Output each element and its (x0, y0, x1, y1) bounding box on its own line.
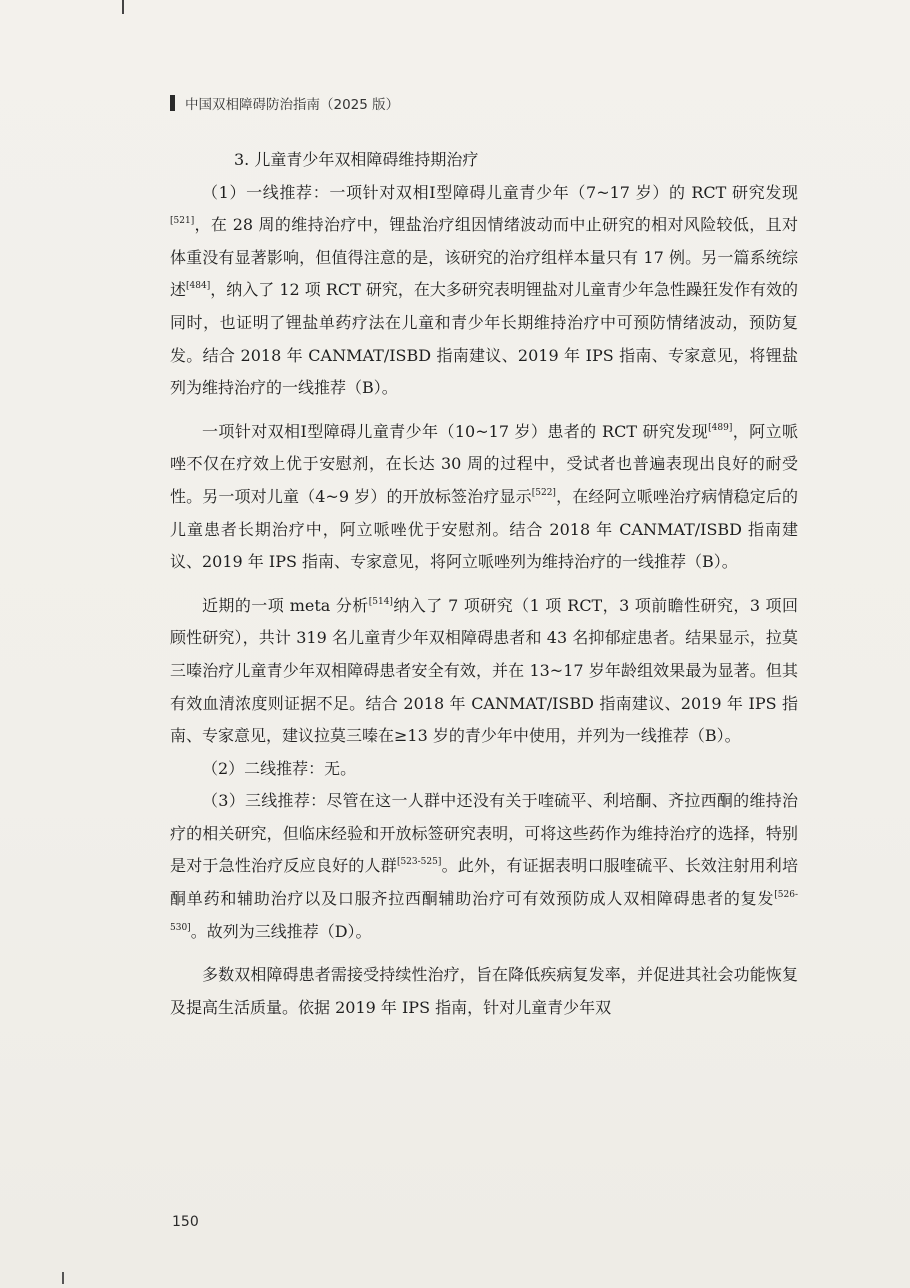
citation: [489] (708, 422, 733, 433)
citation: [522] (531, 487, 556, 498)
paragraph-aripiprazole: 一项针对双相Ⅰ型障碍儿童青少年（10~17 岁）患者的 RCT 研究发现[489]，阿立哌唑不仅在疗效上优于安慰剂，在长达 30 周的过程中，受试者也普遍表现出良好的耐受性。另一项对儿童（4~9 岁）的开放标签治疗显示[522]，在经阿立哌唑治疗病情稳定后的儿童患者长期治疗中，阿立哌唑优于安慰剂。结合 2018 年 CANMAT/ISBD 指南建议、2019 年 IPS 指南、专家意见，将阿立哌唑列为维持治疗的一线推荐（B）。 (170, 421, 798, 572)
citation: [514] (368, 596, 393, 607)
citation: [521] (170, 216, 195, 227)
header-bar-icon (170, 95, 175, 111)
scan-edge-mark (122, 0, 124, 14)
scan-edge-mark-bottom (62, 1272, 64, 1284)
running-header (170, 92, 399, 114)
citation: [523-525] (396, 857, 442, 868)
running-title: 中国双相障碍防治指南（2025 版） (185, 97, 400, 113)
citation: [526-530] (170, 890, 798, 933)
paragraph-maintenance: 多数双相障碍患者需接受持续性治疗，旨在降低疾病复发率，并促进其社会功能恢复及提高生活质量。依据 2019 年 IPS 指南，针对儿童青少年双 (170, 965, 798, 1017)
citation: [484] (186, 281, 211, 292)
body-text (170, 144, 798, 1024)
paragraph-lithium: （1）一线推荐：一项针对双相Ⅰ型障碍儿童青少年（7~17 岁）的 RCT 研究发现[521]，在 28 周的维持治疗中，锂盐治疗组因情绪波动而中止研究的相对风险较低，且对体重没有显著影响，但值得注意的是，该研究的治疗组样本量只有 17 例。另一篇系统综述[484]，纳入了 12 项 RCT 研究，在大多研究表明锂盐对儿童青少年急性躁狂发作有效的同时，也证明了锂盐单药疗法在儿童和青少年长期维持治疗中可预防情绪波动，预防复发。结合 2018 年 CANMAT/ISBD 指南建议、2019 年 IPS 指南、专家意见，将锂盐列为维持治疗的一线推荐（B）。 (170, 182, 798, 398)
page-number: 150 (172, 1214, 199, 1230)
paragraph-second-line: （2）二线推荐：无。 (202, 758, 357, 778)
paragraph-third-line: （3）三线推荐：尽管在这一人群中还没有关于喹硫平、利培酮、齐拉西酮的维持治疗的相关研究，但临床经验和开放标签研究表明，可将这些药作为维持治疗的选择，特别是对于急性治疗反应良好的人群[523-525]。此外，有证据表明口服喹硫平、长效注射用利培酮单药和辅助治疗以及口服齐拉西酮辅助治疗可有效预防成人双相障碍患者的复发[526-530]。故列为三线推荐（D）。 (170, 791, 798, 941)
paragraph-lamotrigine: 近期的一项 meta 分析[514]纳入了 7 项研究（1 项 RCT，3 项前瞻性研究，3 项回顾性研究），共计 319 名儿童青少年双相障碍患者和 43 名抑郁症患者。结果显示，拉莫三嗪治疗儿童青少年双相障碍患者安全有效，并在 13~17 岁年龄组效果最为显著。但其有效血清浓度则证据不足。结合 2018 年 CANMAT/ISBD 指南建议、2019 年 IPS 指南、专家意见，建议拉莫三嗪在≥13 岁的青少年中使用，并列为一线推荐（B）。 (170, 595, 798, 746)
section-heading: 3. 儿童青少年双相障碍维持期治疗 (234, 150, 479, 169)
